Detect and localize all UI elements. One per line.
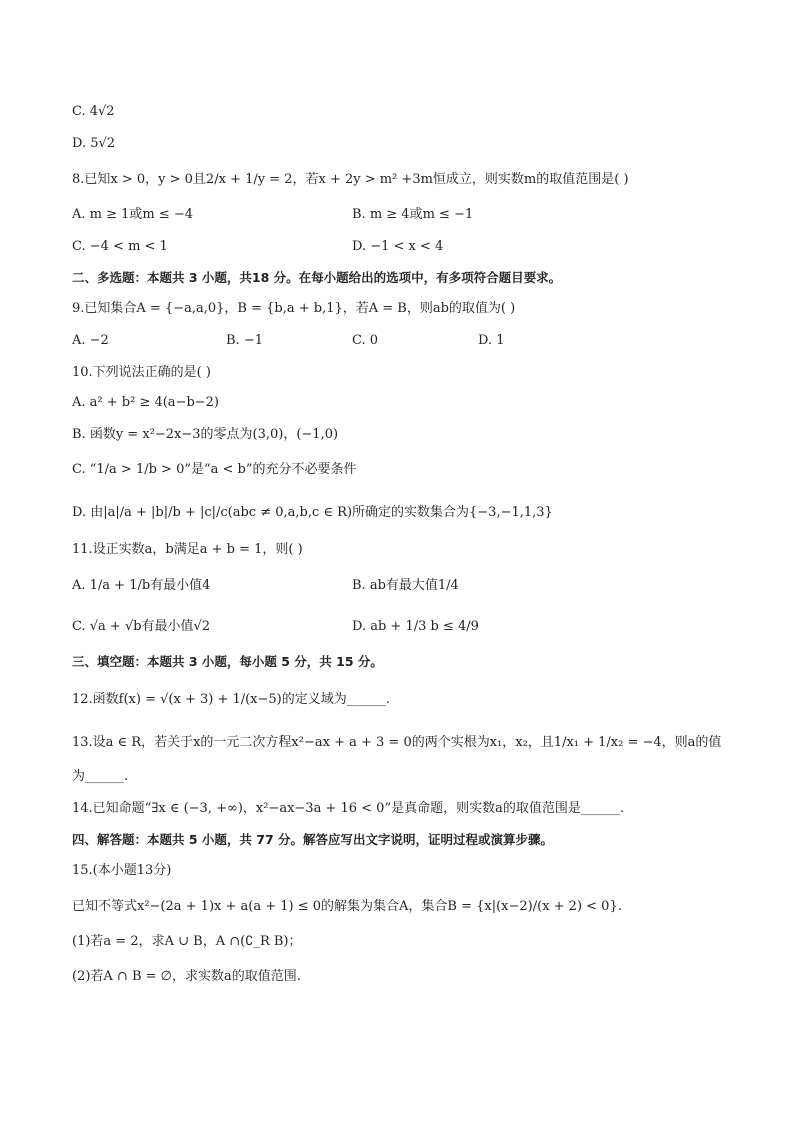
q15-header: 15.(本小题13分) <box>72 863 172 878</box>
q9-option-d: D. 1 <box>478 333 505 348</box>
q11-stem: 11.设正实数a，b满足a + b = 1，则( ) <box>72 542 303 557</box>
q8-option-d: D. −1 < x < 4 <box>352 239 444 254</box>
q13-stem-line2: 为______. <box>72 769 129 784</box>
q8-option-c: C. −4 < m < 1 <box>72 239 168 254</box>
q15-part-2: (2)若A ∩ B = ∅，求实数a的取值范围. <box>72 969 301 984</box>
q11-option-d: D. ab + 1/3 b ≤ 4/9 <box>352 619 479 634</box>
q10-option-b: B. 函数y = x²−2x−3的零点为(3,0)，(−1,0) <box>72 427 339 442</box>
q10-option-c: C. “1/a > 1/b > 0”是“a < b”的充分不必要条件 <box>72 462 357 477</box>
q12-stem: 12.函数f(x) = √(x + 3) + 1/(x−5)的定义域为______. <box>72 692 390 707</box>
q10-stem: 10.下列说法正确的是( ) <box>72 365 211 380</box>
q9-option-a: A. −2 <box>72 333 109 348</box>
q7-option-d: D. 5√2 <box>72 136 116 151</box>
q8-option-b: B. m ≥ 4或m ≤ −1 <box>352 207 474 222</box>
section-4-heading: 四、解答题：本题共 5 小题，共 77 分。解答应写出文字说明，证明过程或演算步骤。 <box>72 832 554 847</box>
section-2-heading: 二、多选题：本题共 3 小题，共18 分。在每小题给出的选项中，有多项符合题目要求。 <box>72 270 562 285</box>
q8-option-a: A. m ≥ 1或m ≤ −4 <box>72 207 194 222</box>
q13-stem-line1: 13.设a ∈ R，若关于x的一元二次方程x²−ax + a + 3 = 0的两个实根为x₁，x₂，且1/x₁ + 1/x₂ = −4，则a的值 <box>72 735 722 750</box>
q14-stem: 14.已知命题“∃x ∈ (−3, +∞)，x²−ax−3a + 16 < 0”是真命题，则实数a的取值范围是______. <box>72 801 624 816</box>
section-3-heading: 三、填空题：本题共 3 小题，每小题 5 分，共 15 分。 <box>72 654 383 669</box>
q11-option-a: A. 1/a + 1/b有最小值4 <box>72 578 211 593</box>
q11-option-b: B. ab有最大值1/4 <box>352 578 459 593</box>
q9-option-b: B. −1 <box>226 333 263 348</box>
q8-stem: 8.已知x > 0，y > 0且2/x + 1/y = 2，若x + 2y > m² +3m恒成立，则实数m的取值范围是( ) <box>72 172 629 187</box>
q7-option-c: C. 4√2 <box>72 104 115 119</box>
q11-option-c: C. √a + √b有最小值√2 <box>72 619 211 634</box>
q9-option-c: C. 0 <box>352 333 379 348</box>
q10-option-d: D. 由|a|/a + |b|/b + |c|/c(abc ≠ 0,a,b,c ∈ R)所确定的实数集合为{−3,−1,1,3} <box>72 505 553 520</box>
q10-option-a: A. a² + b² ≥ 4(a−b−2) <box>72 395 220 410</box>
q15-stem: 已知不等式x²−(2a + 1)x + a(a + 1) ≤ 0的解集为集合A，集合B = {x|(x−2)/(x + 2) < 0}. <box>72 899 622 914</box>
q9-stem: 9.已知集合A = {−a,a,0}，B = {b,a + b,1}，若A = B，则ab的取值为( ) <box>72 301 516 316</box>
q15-part-1: (1)若a = 2，求A ∪ B，A ∩(∁_R B)； <box>72 934 302 949</box>
